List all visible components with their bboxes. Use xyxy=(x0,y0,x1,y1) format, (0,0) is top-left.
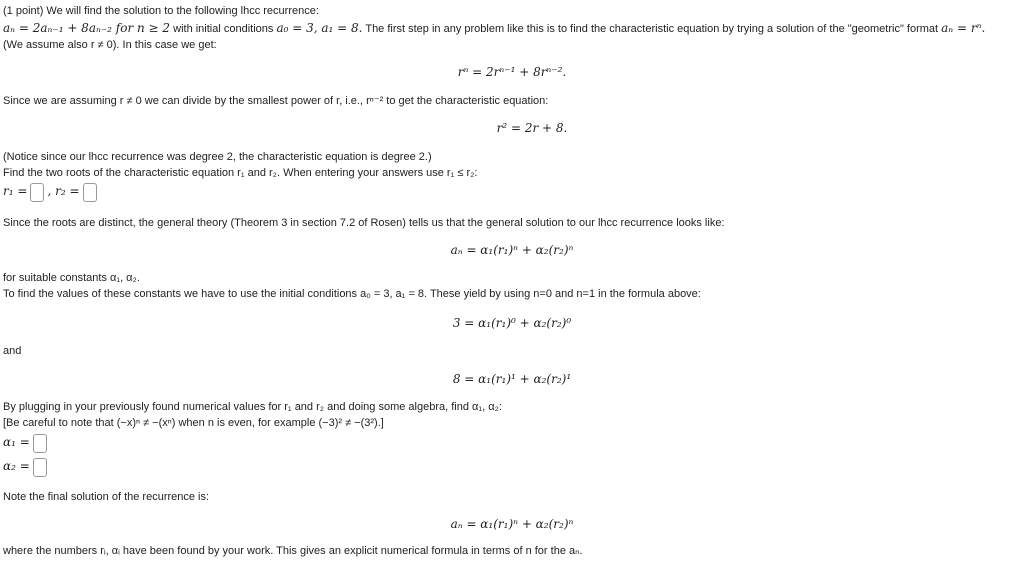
geometric-format: aₙ = rⁿ. xyxy=(941,21,986,35)
r2-label: , r₂ = xyxy=(47,184,80,198)
final-solution: aₙ = α₁(r₁)ⁿ + α₂(r₂)ⁿ xyxy=(450,517,574,531)
initial-values: a₀ = 3, a₁ = 8. xyxy=(276,21,363,35)
final-text: Note the final solution of the recurrence is: xyxy=(3,491,210,503)
and-text: and xyxy=(3,345,22,357)
alpha1-input[interactable] xyxy=(33,434,47,453)
general-solution: aₙ = α₁(r₁)ⁿ + α₂(r₂)ⁿ xyxy=(450,243,574,257)
equation-n1: 8 = α₁(r₁)¹ + α₂(r₂)¹ xyxy=(452,372,572,386)
equation-n0: 3 = α₁(r₁)⁰ + α₂(r₂)⁰ xyxy=(452,316,572,330)
alpha1-row xyxy=(3,432,47,453)
problem-header: (1 point) We will find the solution to the following lhcc recurrence: xyxy=(3,5,319,17)
alpha2-input[interactable] xyxy=(33,458,47,477)
assume-text: (We assume also r ≠ 0). In this case we get: xyxy=(3,39,217,51)
notice-text: (Notice since our lhcc recurrence was degree 2, the characteristic equation is degree 2.) xyxy=(3,151,432,163)
careful-text: [Be careful to note that (−x)ⁿ ≠ −(xⁿ) when n is even, for example (−3)² ≠ −(3²).] xyxy=(3,417,384,429)
distinct-text: Since the roots are distinct, the general theory (Theorem 3 in section 7.2 of Rosen) tells us that the general solution to our lhcc recurrence looks like: xyxy=(3,217,725,229)
roots-text: Find the two roots of the characteristic equation r₁ and r₂. When entering your answers use r₁ ≤ r₂: xyxy=(3,167,478,179)
divide-text: Since we are assuming r ≠ 0 we can divide by the smallest power of r, i.e., rⁿ⁻² to get the characteristic equation: xyxy=(3,95,549,107)
plugging-text: By plugging in your previously found numerical values for r₁ and r₂ and doing some algebra, find α₁, α₂: xyxy=(3,401,502,413)
r1-input[interactable] xyxy=(30,183,44,202)
roots-answer-row xyxy=(3,181,97,202)
alpha2-row xyxy=(3,456,47,477)
characteristic-equation: r² = 2r + 8. xyxy=(496,121,568,135)
equation-rn: rⁿ = 2rⁿ⁻¹ + 8rⁿ⁻². xyxy=(457,65,567,79)
initial-text: with initial conditions xyxy=(173,23,274,35)
r1-label: r₁ = xyxy=(3,184,28,198)
alpha1-label: α₁ = xyxy=(3,435,30,449)
first-step-text: The first step in any problem like this is to find the characteristic equation by trying a solution of the "geometric" format xyxy=(365,23,939,35)
alpha2-label: α₂ = xyxy=(3,459,30,473)
find-constants-text: To find the values of these constants we have to use the initial conditions a₀ = 3, a₁ = 8. These yield by using n=0 and n=1 in the formula above: xyxy=(3,288,701,300)
problem-statement xyxy=(3,21,985,36)
closing-text: where the numbers rᵢ, αᵢ have been found by your work. This gives an explicit numerical formula in terms of n for the aₙ. xyxy=(3,545,583,557)
constants-text: for suitable constants α₁, α₂. xyxy=(3,272,140,284)
recurrence-formula: aₙ = 2aₙ₋₁ + 8aₙ₋₂ for n ≥ 2 xyxy=(3,21,171,35)
r2-input[interactable] xyxy=(83,183,97,202)
